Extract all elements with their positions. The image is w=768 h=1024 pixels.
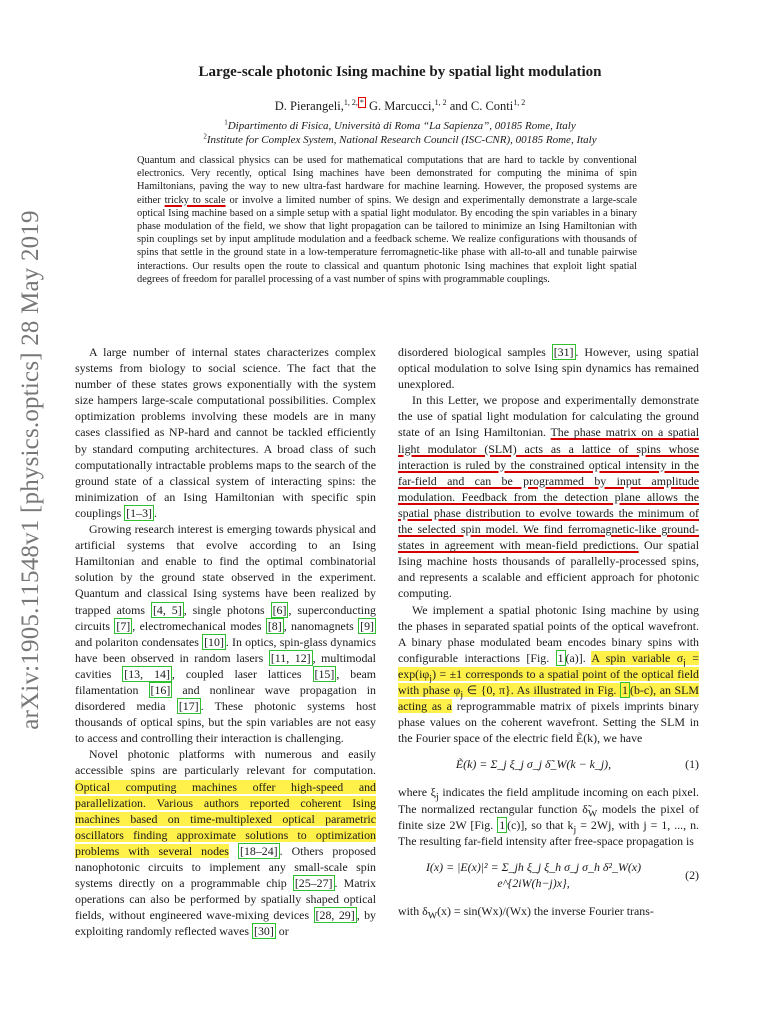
author-1-affil: 1, 2, — [343, 97, 358, 107]
equation-1 — [398, 756, 699, 772]
equation-1-number: (1) — [685, 757, 699, 772]
citation-link[interactable]: [4, 5] — [152, 602, 182, 617]
right-column — [398, 344, 700, 922]
right-paragraph-0: disordered biological samples [31] . However, using spatial optical modulation to solve Ising spin dynamics has remained unexplored. — [398, 345, 699, 392]
citation-link[interactable]: [11, 12] — [270, 650, 311, 665]
figure-link[interactable]: 1 — [622, 682, 628, 697]
right-paragraph-3: where $\xi_j$ indicates the field amplitude incoming on each pixel. The normalized rectangular function $\deltã_W$ models the pixel of finite size 2W [Fig. 1 (c)], so that $k_j = 2Wj$, with j = 1, ..., n. The resulting far-field intensity after free-space propagation is — [398, 785, 700, 848]
citation-link[interactable]: [8] — [267, 618, 282, 633]
arxiv-sidebar — [6, 210, 56, 730]
left-paragraph-3: Novel photonic platforms with numerous and easily accessible spins are particularly relevant for computation. Optical computing machines offer high-speed and parallelization. Various authors reported coherent Ising machines based on time-multiplexed optical parametric oscillators finding approximate solutions to optimization problems with several nodes [18–24] . Others proposed nanophotonic circuits to implement any small-scale spin systems directly on a programmable chip [25–27] . Matrix operations can also be performed by spatially shaped optical fields, without engineered wave-mixing devices [28, 29] , by exploiting randomly reflected waves [30] or — [75, 747, 377, 939]
author-3-affil: 1, 2 — [513, 97, 526, 107]
citation-link[interactable]: [10] — [204, 634, 224, 649]
author-line — [100, 99, 700, 114]
highlight-annotation: Optical computing machines offer high-speed and parallelization. Various authors reported coherent Ising machines based on time-multiplexed optical parametric oscillators finding approximate solutions to optimization problems with several nodes — [75, 779, 376, 858]
left-paragraph-2: Growing research interest is emerging towards physical and artificial systems that evolve according to an Ising Hamiltonian and enable to find the optimal combinatorial solution by the ground state observed in the experiment. Quantum and classical Ising systems have been realized by trapped atoms [4, 5] , single photons [6] , superconducting circuits [7] , electromechanical modes [8] , nanomagnets [9] and polariton condensates [10] . In optics, spin-glass dynamics have been observed in random lasers [11, 12] , multimodal cavities [13, 14] , coupled laser lattices [15] , beam filamentation [16] and nonlinear wave propagation in disordered media [17] . These photonic systems host thousands of optical spins, but the spin variables are not easy to access and controlling their interaction is challenging. — [75, 522, 377, 746]
citation-link[interactable]: [1–3] — [126, 505, 152, 520]
figure-link[interactable]: 1 — [499, 817, 506, 832]
corresponding-author-footnote-link[interactable]: * — [359, 97, 364, 107]
citation-link[interactable]: [17] — [178, 699, 199, 714]
citation-link[interactable]: [25–27] — [294, 876, 333, 891]
right-paragraph-2: We implement a spatial photonic Ising machine by using the phases in separated spatial points of the optical wavefront. A binary phase modulated beam encodes binary spins with configurable interactions [Fig. 1 (a)]. A spin variable $\sigma_j = \exp(i\varphi_j) = \pm 1$ corresponds to a spatial point of the optical field with phase $\varphi_j$ ∈ {0, π}. As illustrated in Fig. 1 (b-c), an SLM acting as a reprogrammable matrix of pixels imprints binary phase values on the coherent wavefront. Setting the SLM in the Fourier space of the electric field Ẽ(k), we have — [398, 602, 699, 746]
citation-link[interactable]: [28, 29] — [315, 908, 355, 923]
affiliation-1: $^1$Dipartimento di Fisica, Università di Roma “La Sapienza”, 00185 Rome, Italy — [224, 118, 576, 132]
citation-link[interactable]: [13, 14] — [124, 666, 170, 681]
figure-link[interactable]: 1 — [557, 650, 564, 665]
author-2-affil: 1, 2 — [434, 97, 447, 107]
citation-link[interactable]: [15] — [314, 666, 335, 681]
author-3: and C. Conti — [449, 99, 514, 113]
equation-1-body: Ẽ(k) = Σ_j ξ_j σ_j δ̃_W(k − k_j), — [455, 757, 612, 772]
author-2: G. Marcucci, — [368, 99, 435, 113]
citation-link[interactable]: [16] — [150, 682, 171, 697]
equation-2-body: I(x) = |E(x)|² = Σ_jh ξ_j ξ_h σ_j σ_h δ²_W(x) e^{2iW(h−j)x}, — [425, 859, 642, 890]
right-paragraph-1: In this Letter, we propose and experimentally demonstrate the use of spatial light modulation for calculating the ground state of an Ising Hamiltonian. The phase matrix on a spatial light modulator (SLM) acts as a lattice of spins whose interaction is ruled by the constrained optical intensity in the far-field and can be programmed by input amplitude modulation. Feedback from the detection plane allows the spatial phase distribution to evolve towards the minimum of the selected spin model. We find ferromagnetic-like ground-states in agreement with mean-field predictions. Our spatial Ising machine hosts thousands of parallelly-processed spins, and represents a scalable and efficient approach for photonic computing. — [398, 393, 699, 601]
equation-2 — [398, 859, 699, 891]
left-paragraph-1: A large number of internal states characterizes complex systems from biology to social science. The fact that the number of these states grows exponentially with the system size hampers large-scale computational possibilities. Complex optimization problems involving these models are in many cases classified as NP-hard and cannot be tackled efficiently by standard computing architectures. A broad class of such computationally intractable problems maps to the search of the ground state of a classical system of interacting spins: the minimization of an Ising Hamiltonian with specific spin couplings [1–3] . — [75, 345, 376, 520]
citation-link[interactable]: [6] — [272, 602, 287, 617]
highlight-annotation: A spin variable $\sigma_j = \exp(i\varphi_j) = \pm 1$ corresponds to a spatial point of the optical field with phase $\varphi_j$ ∈ {0, π}. As illustrated in Fig. 1 (b-c), an SLM acting as a — [398, 650, 699, 714]
abstract-underline-annotation: tricky to scale — [164, 194, 226, 206]
equation-2-number: (2) — [685, 867, 699, 882]
affiliation-2: $^2$Institute for Complex System, National Research Council (ISC-CNR), 00185 Rome, Italy — [203, 132, 597, 146]
paper-title: Large-scale photonic Ising machine by spatial light modulation — [198, 64, 602, 80]
underline-annotation: The phase matrix on a spatial light modulator (SLM) acts as a lattice of spins whose interaction is ruled by the constrained optical intensity in the far-field and can be programmed by input amplitude modulation. Feedback from the detection plane allows the spatial phase distribution to evolve towards the minimum of the selected spin model. We find ferromagnetic-like ground-states in agreement with mean-field predictions. — [398, 425, 699, 553]
citation-link[interactable]: [31] — [553, 345, 574, 359]
arxiv-identifier: arXiv:1905.11548v1 [physics.optics] 28 May 2019 — [17, 210, 45, 730]
citation-link[interactable]: [7] — [116, 618, 131, 633]
left-column — [75, 344, 376, 939]
author-1: D. Pierangeli, — [274, 99, 344, 113]
citation-link[interactable]: [18–24] — [239, 843, 278, 858]
citation-link[interactable]: [9] — [360, 618, 374, 633]
citation-link[interactable]: [30] — [253, 924, 274, 939]
abstract: Quantum and classical physics can be used for mathematical computations that are hard to tackle by conventional electronics. Very recently, optical Ising machines have been demonstrated for computing the minima of spin Hamiltonians, paving the way to new ultra-fast hardware for machine learning. However, the proposed systems are either tricky to scale or involve a limited number of spins. We design and experimentally demonstrate a large-scale optical Ising machine based on a simple setup with a spatial light modulator. By encoding the spin variables in a binary phase modulation of the field, we show that light propagation can be tailored to minimize an Ising Hamiltonian with spin couplings set by input amplitude modulation and a feedback scheme. We realize configurations with thousands of spins that settle in the ground state in a low-temperature ferromagnetic-like phase with all-to-all and tunable pairwise interactions. Our results open the route to classical and quantum photonic Ising machines that exploit light spatial degrees of freedom for parallel processing of a vast number of spins with programmable couplings. — [137, 155, 637, 285]
right-paragraph-4: with $\delta_W(x) = \sin(Wx)/(Wx)$ the inverse Fourier trans- — [398, 904, 654, 922]
